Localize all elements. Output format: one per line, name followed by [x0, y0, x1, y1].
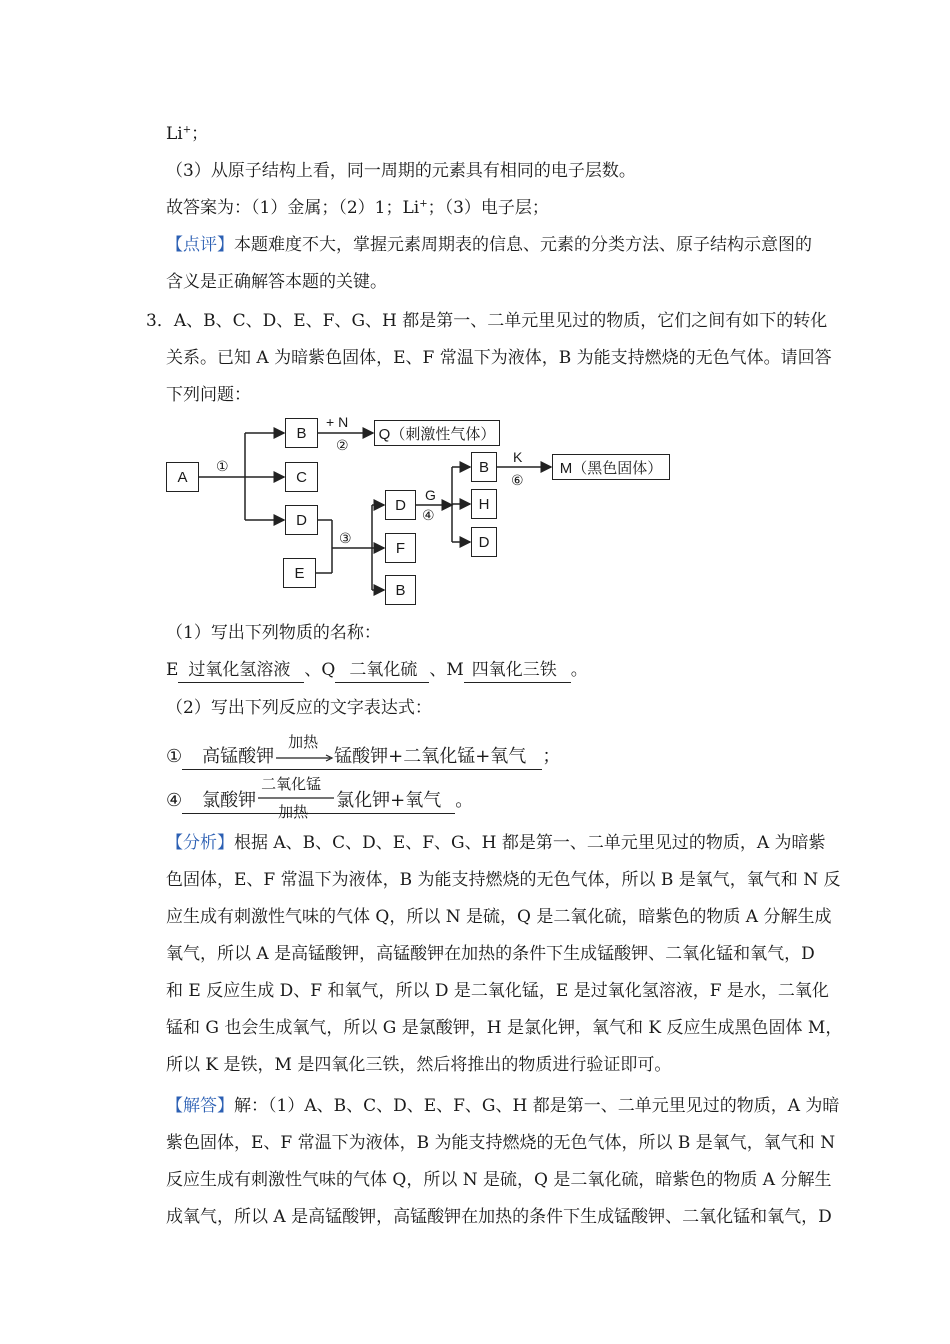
reaction-1-underline: [182, 733, 542, 770]
label-g: G: [425, 487, 436, 503]
e-label: E: [166, 660, 179, 680]
sub1-end: 。: [570, 660, 588, 680]
analysis-tag: 【分析】: [166, 833, 234, 853]
analysis-line-6: 锰和 G 也会生成氧气，所以 G 是氯酸钾，H 是氯化钾，氧气和 K 反应生成黑色固体 M，: [166, 1018, 843, 1038]
reaction-1-number: ①: [166, 746, 183, 767]
reaction-4-underline: [182, 775, 455, 821]
reaction-1-condition: 加热: [288, 733, 319, 751]
reaction-4-number: ④: [166, 790, 183, 811]
answer-m: 四氧化三铁: [464, 658, 571, 683]
comment-tag: 【点评】: [166, 235, 234, 255]
node-d-2: D: [385, 490, 416, 520]
node-e: E: [283, 558, 316, 588]
answer-e: 过氧化氢溶液: [178, 658, 304, 683]
reaction-4-condition-bottom: 加热: [278, 803, 309, 821]
solution-text-1: 解：（1）A、B、C、D、E、F、G、H 都是第一、二单元里见过的物质，A 为暗: [234, 1096, 840, 1116]
solution-line-3: 反应生成有刺激性气味的气体 Q，所以 N 是硫，Q 是二氧化硫，暗紫色的物质 A 分解生: [166, 1170, 832, 1190]
label-step-6: ⑥: [511, 472, 524, 488]
reaction-4-equals: [256, 775, 336, 821]
analysis-text-1: 根据 A、B、C、D、E、F、G、H 都是第一、二单元里见过的物质，A 为暗紫: [234, 833, 826, 853]
reaction-1-arrow: [274, 733, 334, 762]
answer-q: 二氧化硫: [335, 658, 429, 683]
li-text: Li: [166, 124, 183, 144]
analysis-line-2: 色固体，E、F 常温下为液体，B 为能支持燃烧的无色气体，所以 B 是氧气，氧气和 N 反: [166, 870, 841, 890]
comment-text-1: 本题难度不大，掌握元素周期表的信息、元素的分类方法、原子结构示意图的: [234, 235, 812, 255]
node-d-3: D: [471, 527, 497, 557]
question-number: 3．: [146, 311, 174, 331]
label-plus-n: + N: [326, 414, 349, 430]
analysis-line-3: 应生成有刺激性气味的气体 Q，所以 N 是硫，Q 是二氧化硫，暗紫色的物质 A 分解生成: [166, 907, 832, 927]
reaction-4-condition-top: 二氧化锰: [261, 775, 322, 793]
sub2-prompt: （2）写出下列反应的文字表达式：: [166, 698, 432, 718]
q3-stem-text-1: A、B、C、D、E、F、G、H 都是第一、二单元里见过的物质，它们之间有如下的转化: [173, 311, 828, 331]
q3-stem-line-3: 下列问题：: [166, 385, 251, 405]
solution-tag: 【解答】: [166, 1096, 234, 1116]
reaction-1: [166, 733, 561, 770]
answer-part-b: ；（3）电子层；: [427, 198, 549, 218]
label-step-2: ②: [336, 437, 349, 453]
node-b-2: B: [385, 575, 416, 605]
reaction-4: [166, 775, 474, 821]
reaction-1-arrow-line: [274, 746, 334, 766]
label-step-3: ③: [339, 530, 352, 546]
sub1-answers: [166, 658, 588, 683]
reaction-4-reactant: 氯酸钾: [202, 790, 257, 811]
prev-comment-line-2: 含义是正确解答本题的关键。: [166, 272, 387, 292]
node-q: Q（刺激性气体）: [374, 420, 500, 446]
answer-charge: +: [419, 198, 428, 210]
analysis-line-5: 和 E 反应生成 D、F 和氧气，所以 D 是二氧化锰，E 是过氧化氢溶液，F 是水，二氧化: [166, 981, 829, 1001]
reaction-1-products: 锰酸钾+二氧化锰+氧气: [334, 746, 527, 767]
li-charge: +: [182, 124, 192, 136]
node-a: A: [166, 462, 199, 492]
prev-item3: （3）从原子结构上看，同一周期的元素具有相同的电子层数。: [166, 161, 636, 181]
node-f: F: [385, 533, 416, 563]
solution-line-2: 紫色固体，E、F 常温下为液体，B 为能支持燃烧的无色气体，所以 B 是氧气，氧气和 N: [166, 1133, 836, 1153]
li-end: ；: [191, 124, 209, 144]
node-m: M（黑色固体）: [552, 454, 670, 480]
sep-q: 、Q: [304, 660, 336, 680]
label-step-4: ④: [422, 507, 435, 523]
node-d-1: D: [285, 505, 318, 535]
node-h: H: [471, 489, 497, 519]
sub1-prompt: （1）写出下列物质的名称：: [166, 623, 381, 643]
solution-line-1: [166, 1094, 839, 1118]
analysis-line-4: 氧气，所以 A 是高锰酸钾，高锰酸钾在加热的条件下生成锰酸钾、二氧化锰和氧气，D: [166, 944, 815, 964]
reaction-1-reactant: 高锰酸钾: [202, 746, 275, 767]
analysis-line-7: 所以 K 是铁，M 是四氧化三铁，然后将推出的物质进行验证即可。: [166, 1055, 672, 1075]
solution-line-4: 成氧气，所以 A 是高锰酸钾，高锰酸钾在加热的条件下生成锰酸钾、二氧化锰和氧气，D: [166, 1207, 832, 1227]
sep-m: 、M: [429, 660, 464, 680]
label-k: K: [513, 449, 523, 465]
node-b-1: B: [285, 418, 318, 448]
label-step-1: ①: [216, 458, 229, 474]
reaction-1-end: ；: [542, 746, 561, 767]
q3-stem-line-2: 关系。已知 A 为暗紫色固体，E、F 常温下为液体，B 为能支持燃烧的无色气体。请回答: [166, 348, 832, 368]
analysis-line-1: [166, 831, 826, 855]
node-b-3: B: [471, 452, 497, 482]
node-c: C: [285, 462, 318, 492]
reaction-4-end: 。: [455, 790, 474, 811]
reaction-4-products: 氯化钾+氧气: [336, 790, 442, 811]
answer-part-a: 故答案为：（1）金属；（2）1；Li: [166, 198, 420, 218]
